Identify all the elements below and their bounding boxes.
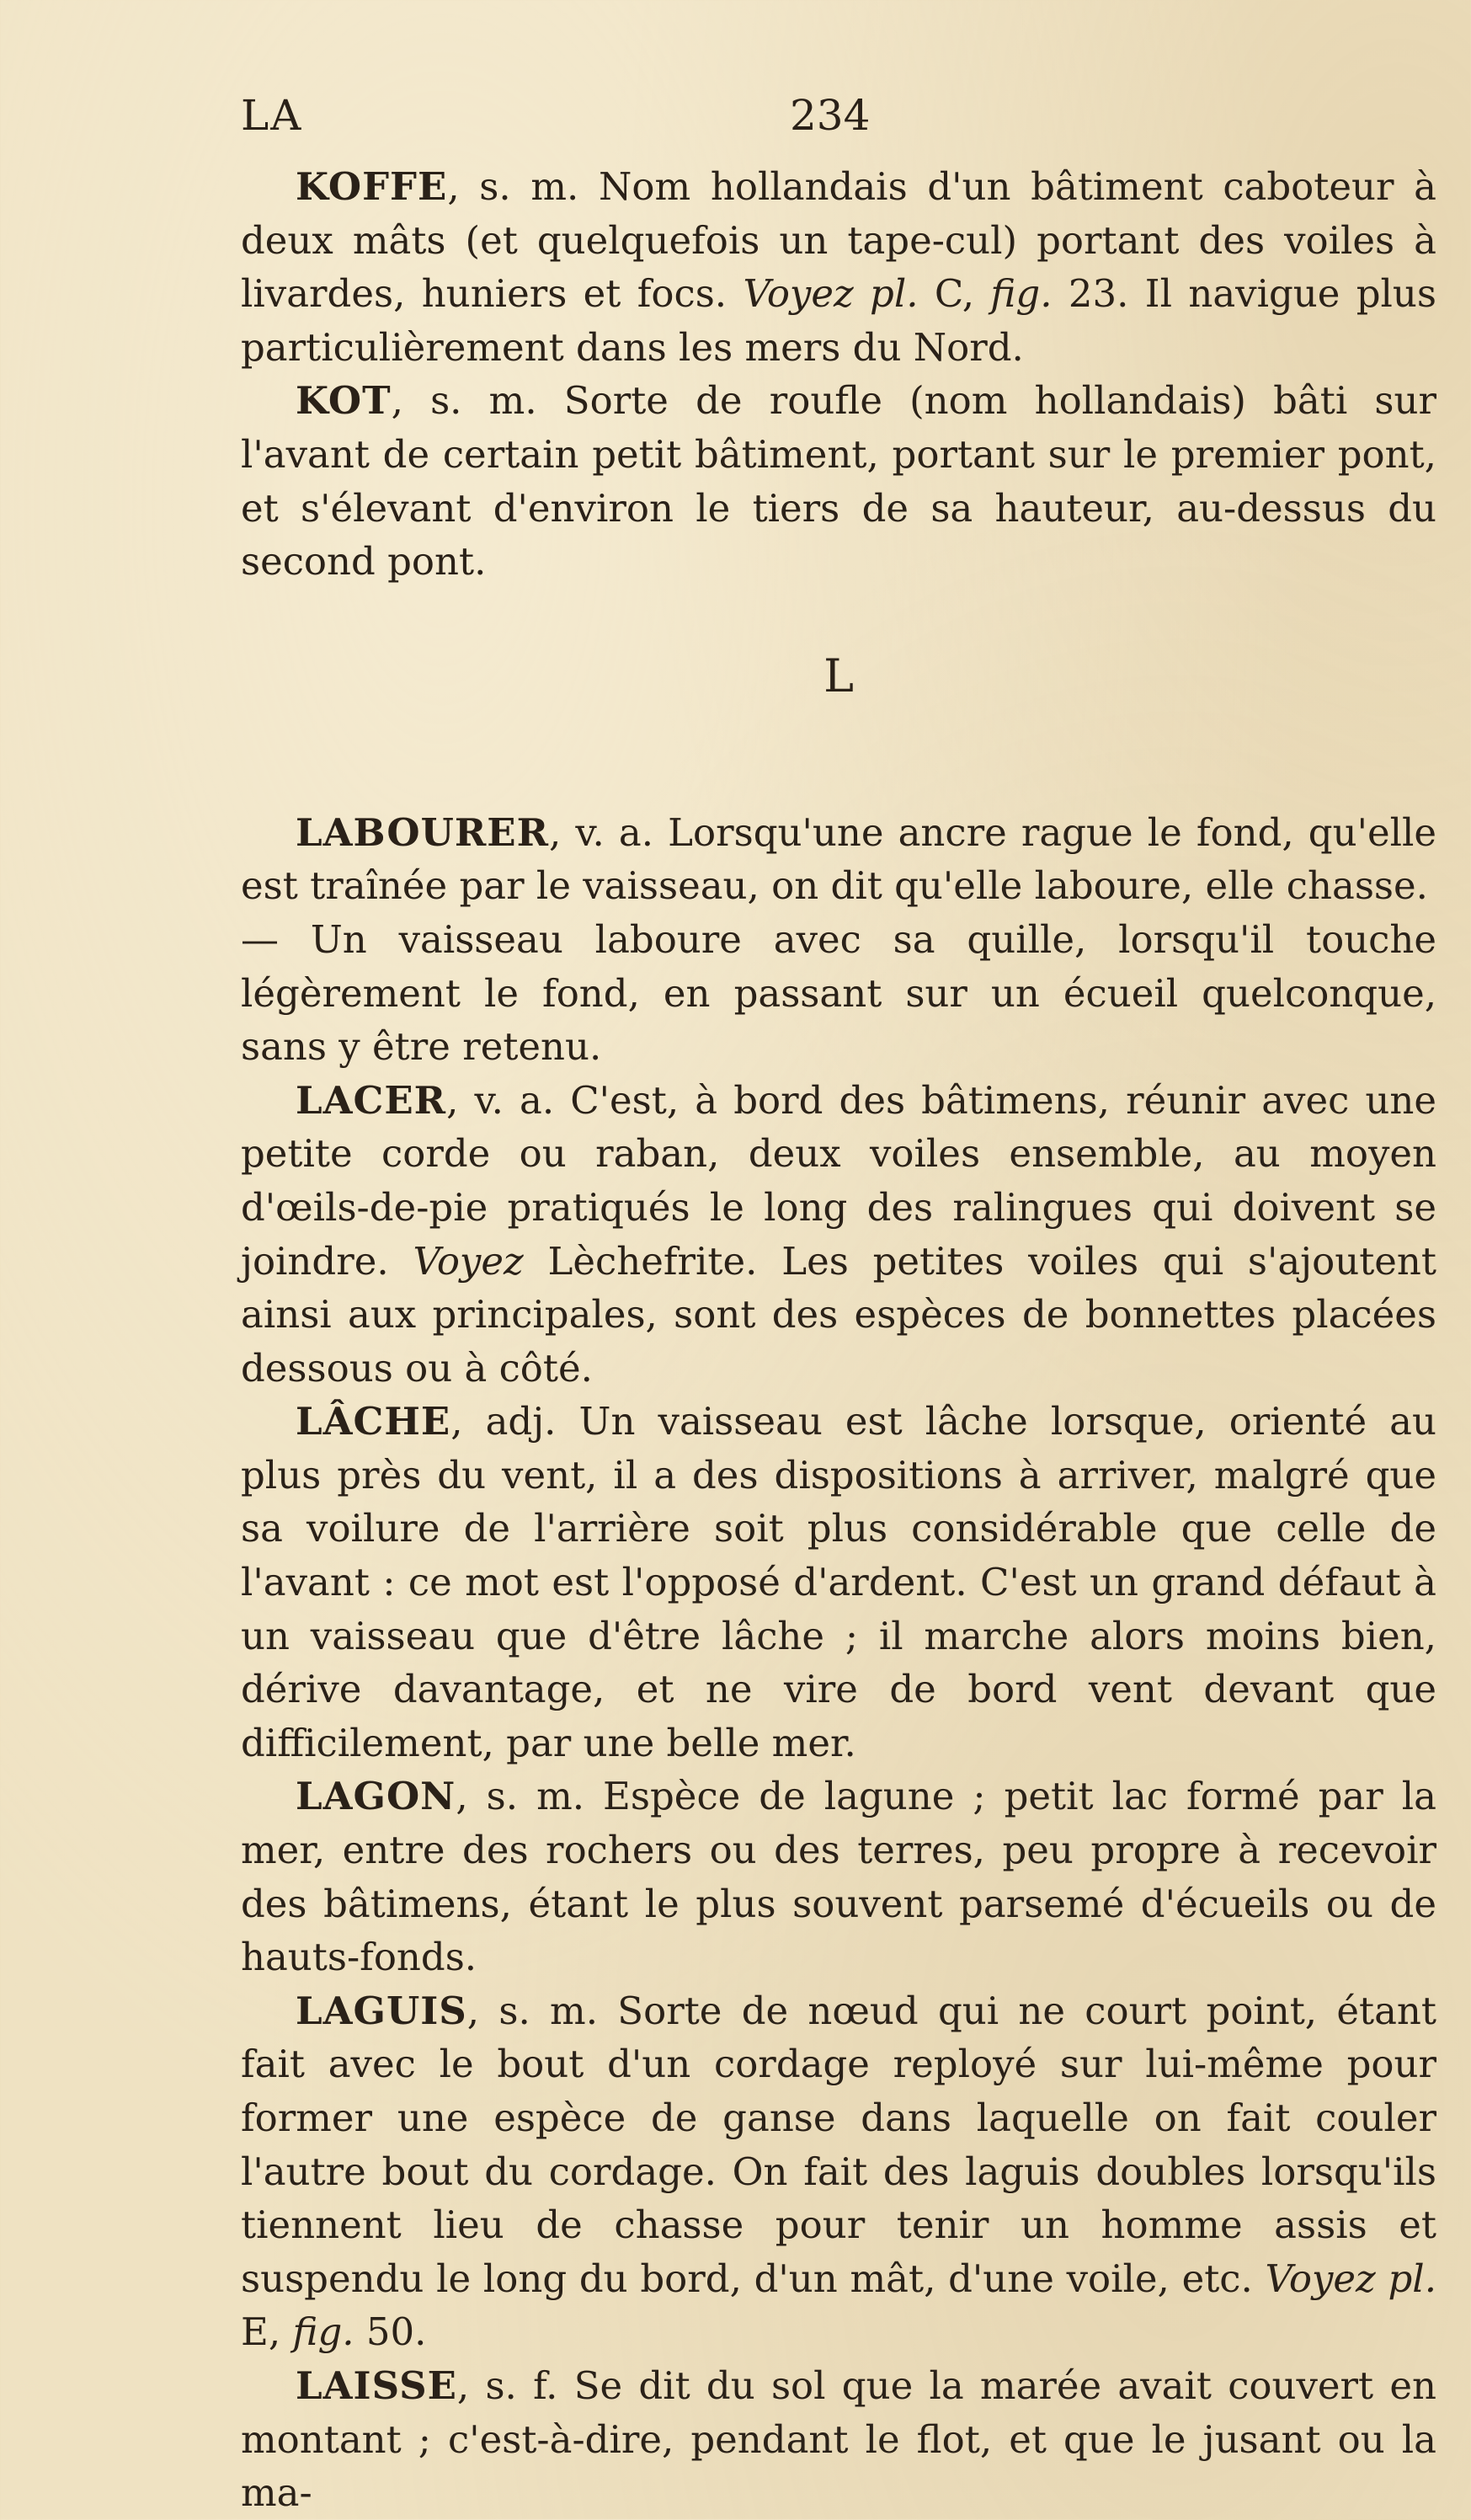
entry-headword: LAISSE [296, 2362, 457, 2408]
entry-laguis [241, 1984, 1436, 2359]
figure-reference: fig. [292, 2309, 354, 2355]
entry-headword: LACER [296, 1077, 447, 1123]
entry-definition: , s. m. Sorte de nœud qui ne court point, étant fait avec le bout d'un cordage reployé sur lui-même pour former une espèce de ganse dans laquelle on fait couler l'autre bout du cordage. On fait des laguis doubles lorsqu'ils tiennent lieu de chasse pour tenir un homme assis et suspendu le long du bord, d'un mât, d'une voile, etc. [241, 1988, 1436, 2301]
entry-definition: , s. m. Sorte de roufle (nom hollandais) bâti sur l'avant de certain petit bâtiment, portant sur le premier pont, et s'élevant d'environ le tiers de sa hauteur, au-dessus du second pont. [241, 378, 1436, 585]
entry-labourer [241, 806, 1436, 913]
entry-definition-end: 23. Il navigue plus particulièrement dans les mers du Nord. [241, 271, 1437, 370]
entry-koffe [241, 160, 1436, 374]
cross-reference: Voyez pl. [1265, 2256, 1437, 2301]
entry-headword: LÂCHE [296, 1399, 451, 1444]
plate-reference: E, [241, 2309, 293, 2355]
entry-kot [241, 374, 1436, 588]
entry-definition: , adj. Un vaisseau est lâche lorsque, orienté au plus près du vent, il a des dispositions à arriver, malgré que sa voilure de l'arrière soit plus considérable que celle de l'avant : ce mot est l'opposé d'ardent. C'est un grand défaut à un vaisseau que d'être lâche ; il marche alors moins bien, dérive davantage, et ne vire de bord vent devant que difficilement, par une belle mer. [241, 1399, 1436, 1765]
plate-reference: C, [918, 271, 991, 317]
dictionary-text [241, 160, 1436, 2520]
running-head-title: LA [241, 91, 303, 140]
entry-definition-end: Lèchefrite. Les petites voiles qui s'ajoutent ainsi aux principales, sont des espèces de bonnettes placées dessous ou à côté. [241, 1238, 1436, 1391]
entry-labourer-continuation: — Un vaisseau laboure avec sa quille, lorsqu'il touche légèrement le fond, en passant sur un écueil quelconque, sans y être retenu. [241, 916, 1436, 1070]
cross-reference: Voyez pl. [743, 271, 919, 317]
figure-reference: fig. [990, 271, 1053, 317]
entry-lagon [241, 1770, 1436, 1983]
entry-laisse [241, 2359, 1436, 2520]
section-letter-heading: L [823, 649, 854, 702]
entry-headword: LAGON [296, 1774, 456, 1819]
entry-definition: , v. a. Lorsqu'une ancre rague le fond, qu'elle est traînée par le vaisseau, on dit qu'elle laboure, elle chasse. [241, 809, 1436, 909]
entry-definition: , v. a. C'est, à bord des bâtimens, réunir avec une petite corde ou raban, deux voiles ensemble, au moyen d'œils-de-pie pratiqués le long des ralingues qui doivent se joindre. [241, 1077, 1436, 1284]
cross-reference: Voyez [413, 1238, 524, 1284]
entry-headword: KOFFE [296, 164, 448, 209]
entry-definition: , s. m. Espèce de lagune ; petit lac formé par la mer, entre des rochers ou des terres, peu propre à recevoir des bâtimens, étant le plus souvent parsemé d'écueils ou de hauts-fonds. [241, 1774, 1436, 1980]
entry-definition: , s. m. Nom hollandais d'un bâtiment caboteur à deux mâts (et quelquefois un tape-cul) portant des voiles à livardes, huniers et focs. [241, 164, 1436, 317]
page-number: 234 [790, 91, 871, 140]
entry-lacer [241, 1074, 1436, 1396]
running-head [241, 91, 1436, 158]
entry-definition: , s. f. Se dit du sol que la marée avait couvert en montant ; c'est-à-dire, pendant le flot, et que le jusant ou la ma- [241, 2362, 1436, 2516]
entry-lache [241, 1395, 1436, 1770]
entry-headword: KOT [296, 378, 392, 424]
entry-headword: LAGUIS [296, 1988, 467, 2033]
entry-headword: LABOURER [296, 809, 549, 855]
entry-definition-end: 50. [354, 2309, 427, 2355]
